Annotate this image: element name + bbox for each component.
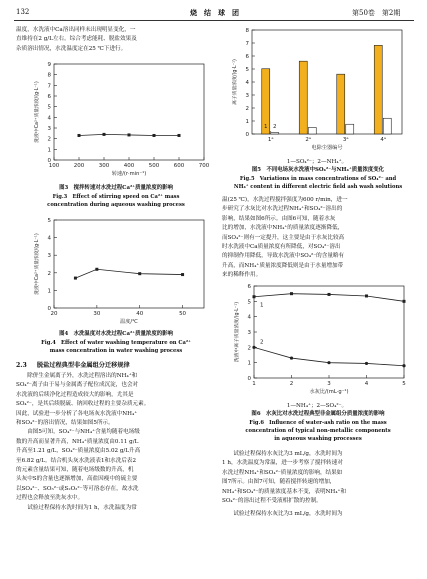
x-tick-label: 1 — [252, 381, 256, 387]
x-tick-label: 600 — [173, 163, 185, 169]
text-line: 温(25 ℃)，水洗过程搅拌强度为600 r/min，进一 — [222, 197, 348, 203]
data-point — [181, 273, 184, 276]
y-axis-label: 洗液中离子质量浓度/(g·L⁻¹) — [235, 301, 240, 363]
x-tick-label: 5 — [402, 381, 406, 387]
volume-issue: 第50卷 第2期 — [352, 9, 401, 17]
data-point — [95, 268, 98, 271]
data-point — [365, 362, 368, 365]
y-tick-label: 0 — [47, 306, 51, 312]
y-tick-label: 2 — [47, 136, 51, 143]
text-line: 头灰中S的含量也逐渐增加，高盐因瘦中的硫主要 — [16, 476, 138, 483]
y-tick-label: 3 — [245, 93, 249, 99]
fig4-caption-en-1: Fig.4 Effect of water washing temperature on Ca²⁺ — [41, 340, 191, 346]
text-line: 除併生金属离子外，水洗过程溶出的NH₄⁺和 — [27, 373, 138, 379]
x-tick-label: 40 — [136, 311, 144, 317]
y-axis-label: 洗液中Ca²⁺质量浓度/(g·L⁻¹) — [35, 233, 40, 295]
text-line: 升高，而NH₄⁺质量浓度降低则是由于水量增加带 — [222, 262, 344, 269]
text-line: 影响，结果如图6所示。由图6可知，随着水灰 — [222, 215, 336, 222]
series-label: 1 — [264, 124, 268, 130]
x-tick-label: 400 — [123, 163, 135, 169]
text-line: 比的增加，水洗液中NH₄⁺的质量浓度逐渐降低， — [222, 225, 344, 232]
y-tick-label: 4 — [47, 235, 51, 242]
fig5-chart — [222, 26, 412, 156]
y-tick-label: 8 — [47, 72, 51, 79]
text-line: 水洗过程NH₄⁺和SO₄²⁻质量浓度的影响，结果如 — [222, 469, 343, 476]
text-line: 的元素含量结果可知，随着电场级数的升高，机 — [16, 467, 134, 474]
y-tick-label: 0 — [47, 158, 51, 164]
x-tick-label: 4 — [364, 381, 369, 387]
fig4-caption-en-2: mass concentration in water washing process — [49, 348, 183, 354]
text-line: 时水洗液中Ca质量浓度有所降低，对SO₄²⁻溶出 — [222, 244, 341, 251]
x-axis-label: 电除尘器编号 — [311, 145, 343, 151]
series-label: 2 — [273, 124, 277, 130]
journal-title: 烧 结 球 团 — [190, 8, 239, 17]
plot-frame — [54, 64, 204, 160]
fig5-caption-zh: 图5 不同电场灰水洗液中SO₄²⁻与NH₄⁺质量浓度变化 — [251, 167, 385, 173]
series-label: 1 — [260, 302, 264, 309]
x-tick-label: 20 — [50, 311, 58, 317]
text-line: 试验过程保持水灰比为3 mL/g，水洗时间为 — [233, 451, 343, 457]
plot-frame — [54, 220, 204, 308]
text-line: 升高至1.21 g/L，SO₄²⁻质量浓度由5.02 g/L升高 — [16, 448, 141, 455]
section-number: 2.3 — [16, 362, 27, 369]
bar — [383, 118, 391, 134]
series-line — [75, 269, 182, 278]
y-tick-label: 0 — [247, 376, 251, 382]
y-tick-label: 1 — [47, 147, 51, 154]
y-tick-label: 3 — [247, 330, 251, 336]
section-heading — [16, 360, 130, 369]
right-mid-text — [222, 196, 416, 281]
y-tick-label: 7 — [47, 83, 51, 90]
y-tick-label: 5 — [47, 104, 51, 111]
page-number: 132 — [16, 8, 30, 16]
data-point — [328, 293, 331, 296]
text-line: 至6.82 g/L。结合机头灰水洗液表1和水洗后表2 — [16, 457, 137, 464]
text-line: 1 h，水洗温度为常温，进一步考察了搅拌转速对 — [222, 460, 343, 467]
fig3-chart — [24, 60, 210, 182]
y-axis-label: 洗液中Ca²⁺质量浓度/(g·L⁻¹) — [35, 81, 40, 143]
x-tick-label: 100 — [48, 163, 60, 169]
text-line: NH₄⁺和SO₄²⁻的质量浓度基本不变，表明NH₄⁺和 — [222, 488, 347, 495]
y-tick-label: 4 — [245, 80, 249, 86]
fig6-caption-en-1: Fig.6 Influence of water-ash ratio on the mass — [249, 420, 387, 426]
y-tick-label: 1 — [47, 288, 51, 295]
text-line: 以SO₄²⁻、SO₃²⁻或S₂O₃²⁻等可溶态存在，故水洗 — [16, 485, 139, 492]
text-line: 步研究了水灰比对水洗过程NH₄⁺和SO₄²⁻溶出的 — [222, 206, 343, 213]
bar — [308, 128, 316, 135]
text-line: 直维持在2 g/L左右。综合考虑能耗、脱盐效果及 — [16, 36, 137, 43]
data-point — [253, 295, 256, 298]
text-line: 数的升高而显著升高，NH₄⁺质量浓度由0.11 g/L — [16, 438, 139, 445]
y-tick-label: 9 — [47, 62, 51, 68]
text-line: 和SO₄²⁻的溶出情况，结果如图5所示。 — [16, 420, 114, 427]
fig3-caption-en-1: Fig.3 Effect of stirring speed on Ca²⁺ mass — [52, 194, 180, 200]
y-tick-label: 2 — [247, 345, 251, 352]
x-tick-label: 2 — [289, 381, 294, 387]
data-point — [103, 133, 106, 136]
text-line: 图7所示。由图7可知，随着搅拌转速的增加， — [222, 479, 336, 486]
fig6-chart — [224, 282, 410, 400]
fig6-caption-en-3: in aqueous washing processes — [274, 436, 362, 442]
data-point — [290, 292, 293, 295]
data-point — [402, 364, 405, 367]
text-line: 因此，试验进一步分析了各电场灰水洗液中NH₄⁺ — [16, 410, 138, 417]
data-point — [327, 361, 330, 364]
x-tick-label: 1ᵃ — [267, 137, 274, 143]
y-tick-label: 6 — [245, 54, 249, 60]
y-axis-label: 离子质量浓度/(g·L⁻¹) — [233, 59, 238, 105]
fig3-caption-en-2: concentration during aqueous washing process — [47, 202, 185, 208]
data-point — [78, 134, 81, 137]
x-tick-label: 300 — [98, 163, 110, 169]
y-tick-label: 2 — [47, 270, 51, 277]
fig4-caption-zh: 图4 水洗温度对水洗过程Ca²⁺质量浓度的影响 — [59, 331, 173, 337]
right-bottom-text — [222, 450, 416, 520]
x-tick-label: 700 — [198, 163, 210, 169]
fig5-caption-en-2: NH₄⁺ content in different electric field ash wash solutions — [233, 184, 403, 190]
x-axis-label: 转速/(r·min⁻¹) — [111, 171, 147, 177]
data-point — [365, 294, 368, 297]
bar — [299, 61, 307, 134]
text-line: 杂质溶出情况，水洗温度定在25 ℃下进行。 — [16, 45, 127, 52]
text-line: 而SO₄²⁻则有一定提升，这主要是由于水灰比较高 — [222, 234, 345, 241]
text-line: SO₄²⁻离子由于易与金属离子配位成沉淀，也会对 — [16, 382, 139, 389]
y-tick-label: 8 — [245, 28, 249, 34]
fig6-caption-zh: 图6 水灰比对水洗过程典型非金属组分质量浓度的影响 — [251, 411, 385, 417]
data-point — [403, 300, 406, 303]
y-tick-label: 6 — [247, 284, 251, 290]
text-line: 由图5可知，SO₄²⁻与NH₄⁺含量均随着电场级 — [27, 429, 140, 436]
fig3-caption-zh: 图3 搅拌转速对水洗过程Ca²⁺质量浓度的影响 — [59, 185, 173, 191]
y-tick-label: 5 — [247, 299, 251, 306]
y-tick-label: 0 — [245, 132, 249, 138]
y-tick-label: 1 — [245, 119, 249, 125]
x-tick-label: 4ᵃ — [380, 137, 387, 143]
data-point — [290, 356, 293, 359]
x-tick-label: 200 — [73, 163, 85, 169]
text-line: 的抑制作用降低，导致水洗液中SO₄²⁻的含量略有 — [222, 253, 345, 260]
x-tick-label: 2ᵃ — [305, 137, 312, 143]
series-label: 2 — [260, 339, 264, 346]
x-tick-label: 30 — [93, 311, 101, 317]
text-line: SO₄²⁻，是其后续脱硫、钠回收过程的主要杂质元素。 — [16, 401, 150, 408]
fig6-legend: 1—NH₄⁺；2—SO₄²⁻。 — [286, 403, 348, 409]
data-point — [153, 134, 156, 137]
text-line: 试验过程保持水灰比为3 mL/g，水洗时间为 — [233, 511, 343, 518]
y-tick-label: 2 — [245, 106, 249, 112]
text-line: 来的稀释作用。 — [222, 272, 262, 279]
fig6-caption-en-2: concentration of typical non-metallic components — [245, 428, 391, 434]
x-axis-label: 水灰比/(mL·g⁻¹) — [309, 389, 349, 395]
left-top-text — [16, 26, 212, 54]
y-tick-label: 7 — [245, 41, 249, 47]
x-tick-label: 500 — [148, 163, 160, 169]
fig4-chart — [24, 216, 210, 330]
data-point — [138, 272, 141, 275]
text-line: 温度，水洗液中Ca溶出同样未出现明显变化，一 — [16, 27, 136, 33]
header-rule — [14, 20, 414, 21]
x-axis-label: 温度/℃ — [120, 319, 138, 325]
data-point — [178, 134, 181, 137]
section-title: 脱盐过程典型非金属组分迁移规律 — [36, 362, 130, 369]
y-tick-label: 5 — [245, 67, 249, 73]
bar — [337, 74, 345, 134]
x-tick-label: 3ᵃ — [342, 137, 349, 143]
y-tick-label: 1 — [247, 360, 251, 367]
text-line: SO₄²⁻的溶出过程不受液相扩散的控制。 — [222, 498, 322, 505]
bar — [346, 124, 354, 134]
fig5-caption-en-1: Fig.5 Variations in mass concentrations of SO₄²⁻ and — [239, 176, 397, 182]
text-line: 过程也会释放至洗灰水中。 — [16, 495, 84, 502]
bar — [374, 45, 382, 134]
text-line: 水洗液的后续净化过程造成较大的影响，尤其是 — [16, 391, 134, 398]
data-point — [128, 133, 131, 136]
y-tick-label: 3 — [47, 253, 51, 260]
data-point — [74, 277, 77, 280]
fig5-legend: 1—SO₄²⁻；2—NH₄⁺。 — [286, 159, 348, 165]
y-tick-label: 5 — [47, 218, 51, 224]
x-tick-label: 50 — [179, 311, 187, 317]
data-point — [252, 346, 255, 349]
y-tick-label: 3 — [47, 126, 51, 132]
y-tick-label: 6 — [47, 94, 51, 100]
bar — [271, 133, 279, 134]
left-body-text — [16, 372, 212, 513]
y-tick-label: 4 — [47, 115, 51, 122]
y-tick-label: 4 — [247, 314, 251, 321]
text-line: 试验过程保持水洗时间为1 h，水洗温度为常 — [27, 504, 137, 511]
x-tick-label: 3 — [327, 381, 331, 387]
